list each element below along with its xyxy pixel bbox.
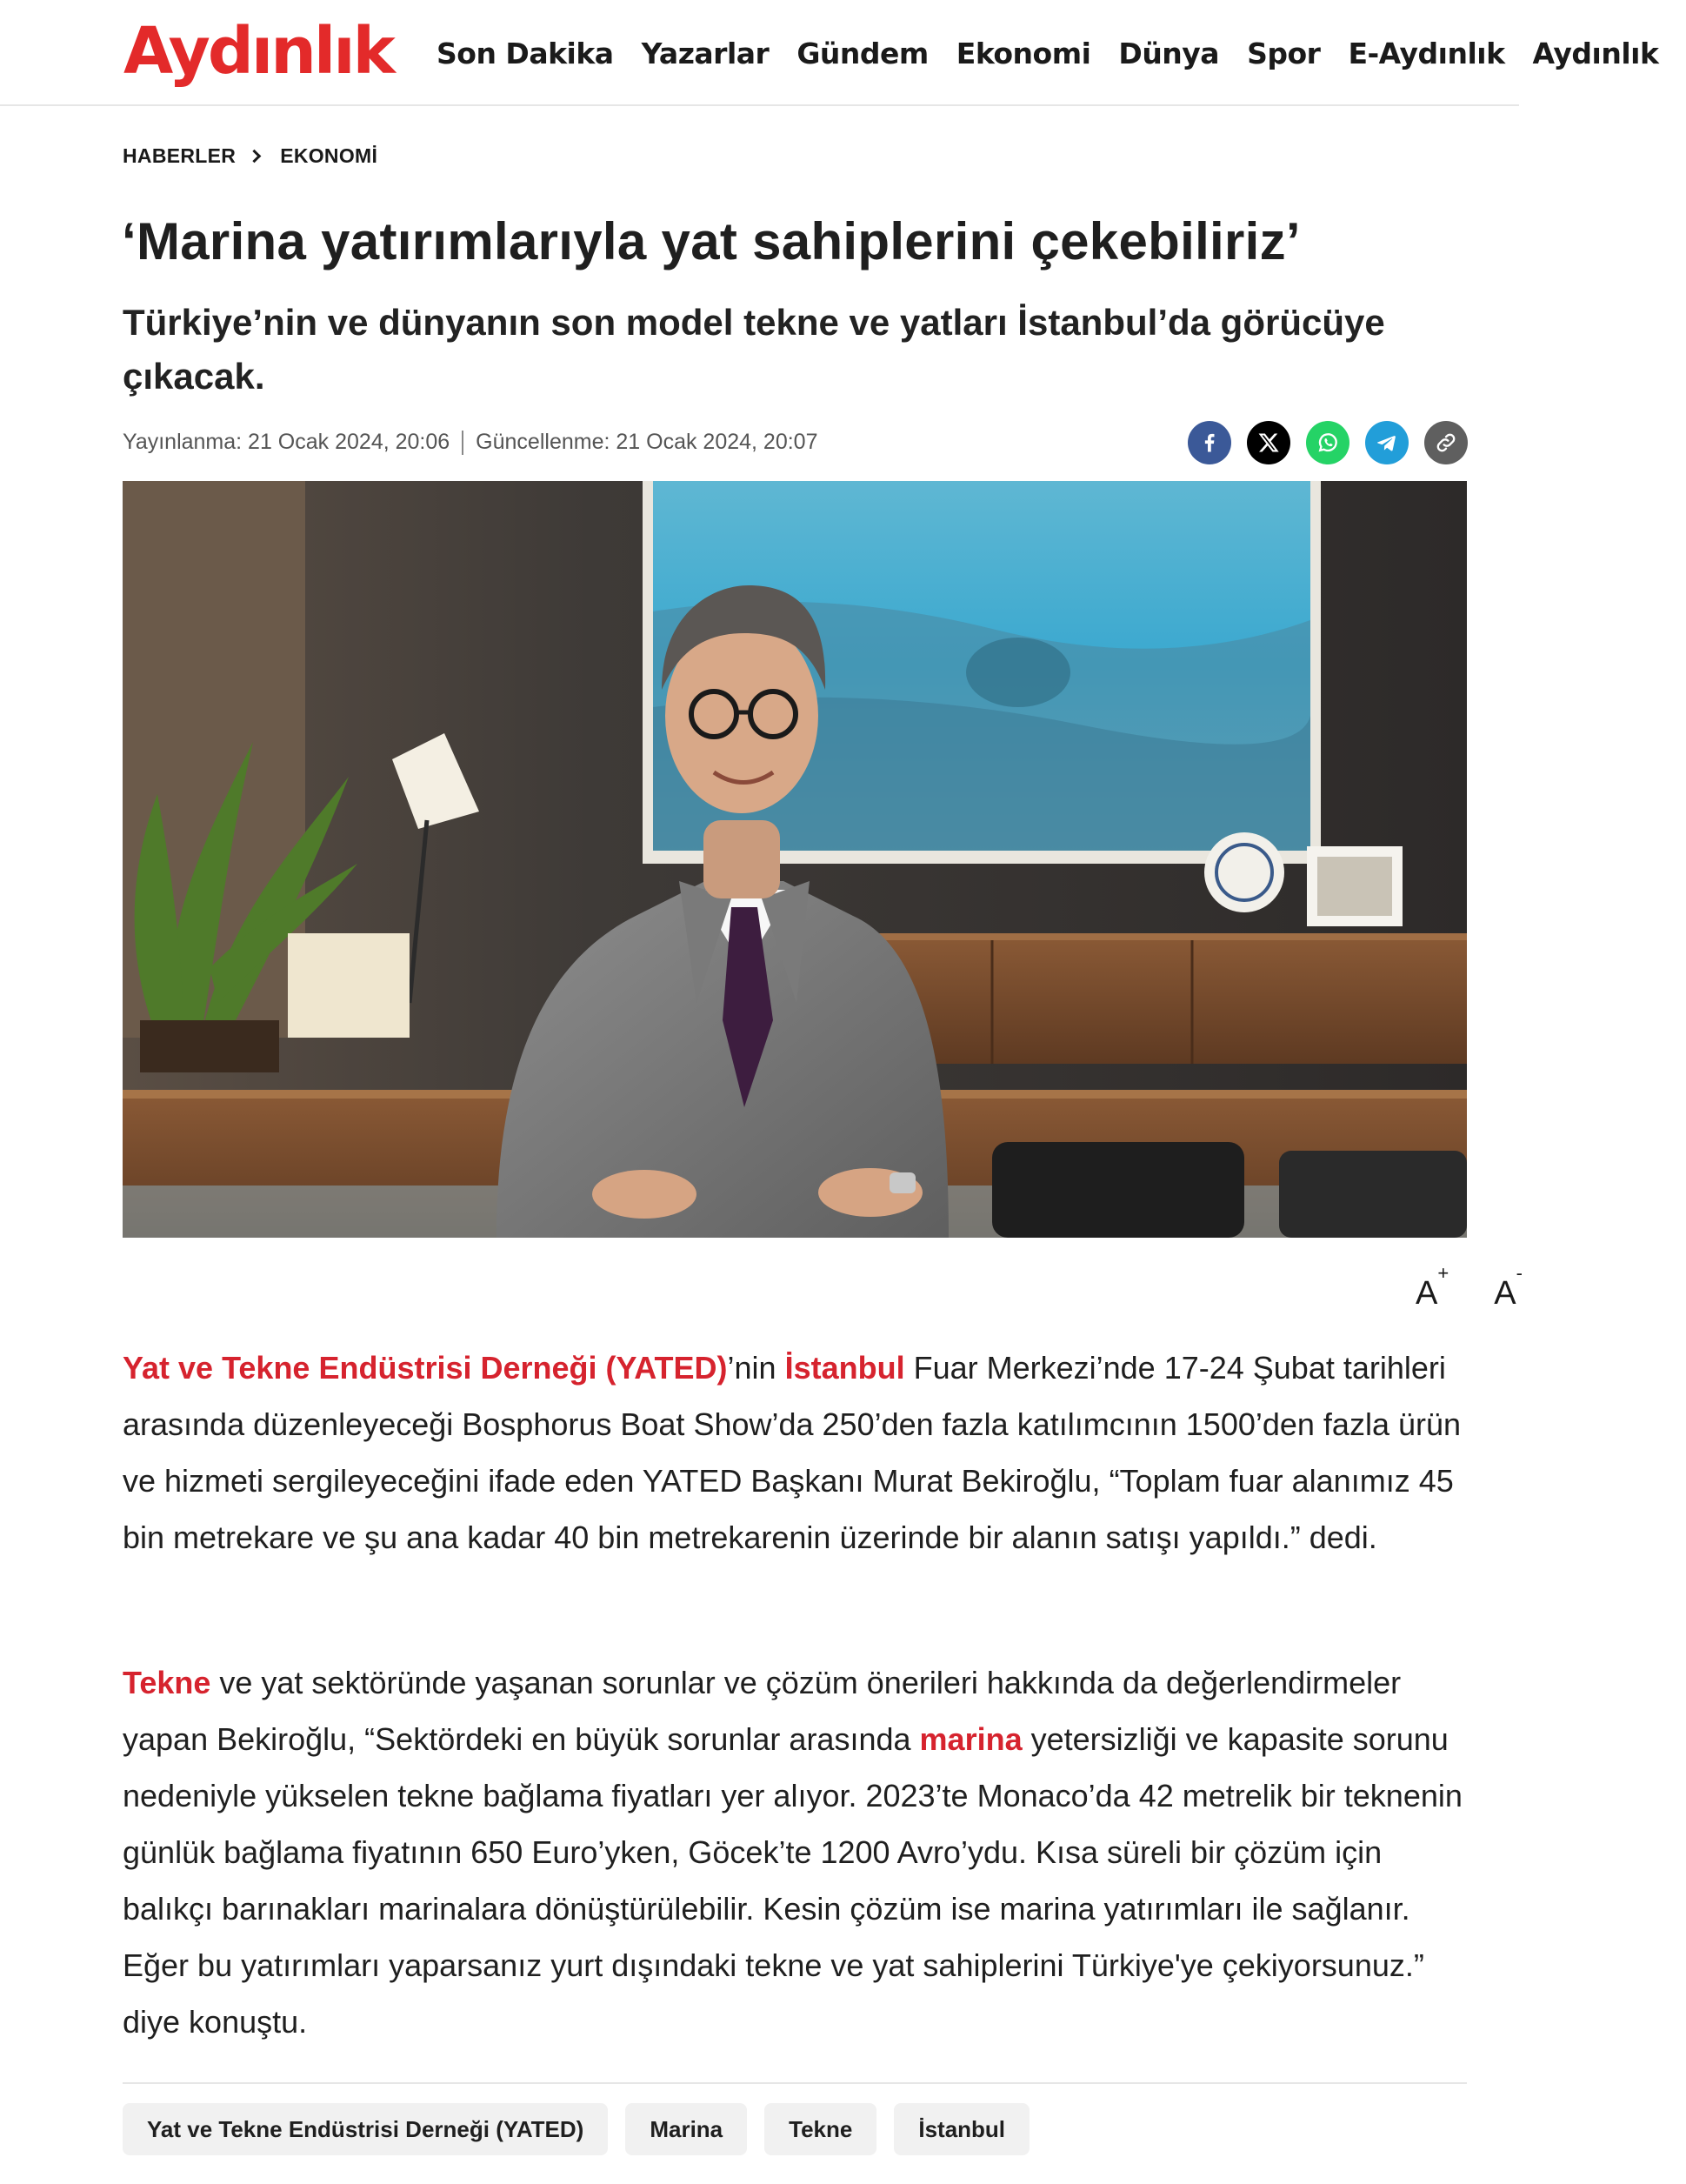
nav-e-aydinlik[interactable]: E-Aydınlık: [1348, 37, 1505, 70]
nav-son-dakika[interactable]: Son Dakika: [436, 37, 614, 70]
facebook-icon: [1197, 431, 1222, 455]
share-x-button[interactable]: [1247, 421, 1290, 464]
paragraph-text: Fuar Merkezi’nde 17-24 Şubat tarihleri arasında düzenleyeceği Bosphorus Boat Show’da 250’den fazla katılımcının 1500’den fazla ürün ve hizmeti sergileyeceğini ifade eden YATED Başkanı Murat Bekiroğlu, “Toplam fuar alanımız 45 bin metrekare ve şu ana kadar 40 bin metrekarenin üzerinde bir alanın satışı yapıldı.” dedi.: [123, 1350, 1462, 1555]
article-hero-image: [123, 481, 1467, 1238]
article-paragraph: [123, 1654, 1479, 2050]
share-bar: [1188, 421, 1483, 464]
breadcrumb-haberler[interactable]: HABERLER: [123, 144, 237, 167]
whatsapp-icon: [1316, 431, 1340, 455]
telegram-icon: [1375, 431, 1399, 455]
article-paragraph: [123, 1339, 1479, 1566]
tags-divider: [123, 2082, 1467, 2084]
paragraph-text: ’nin: [727, 1350, 785, 1386]
keyword-link-yated[interactable]: Yat ve Tekne Endüstrisi Derneği (YATED): [123, 1350, 728, 1386]
copy-link-button[interactable]: [1424, 421, 1468, 464]
x-icon: [1256, 431, 1281, 455]
font-increase-label: A: [1416, 1274, 1438, 1312]
nav-spor[interactable]: Spor: [1247, 37, 1321, 70]
meta-divider: [462, 431, 463, 455]
share-telegram-button[interactable]: [1365, 421, 1409, 464]
published-date: Yayınlanma: 21 Ocak 2024, 20:06: [123, 430, 450, 454]
chevron-right-icon: [248, 150, 262, 164]
hero-photo-illustration: [123, 481, 1467, 1238]
keyword-link-tekne[interactable]: Tekne: [123, 1665, 211, 1700]
article-tags: [123, 2103, 1047, 2155]
paragraph-text: yetersizliği ve kapasite sorunu nedeniyle yükselen tekne bağlama fiyatları yer alıyor. 2023’te Monaco’da 42 metrelik bir teknenin günlük bağlama fiyatının 650 Euro’yken, Göcek’te 1200 Avro’ydu. Kısa süreli bir çözüm için balıkçı barınakları marinalara dönüştürülebilir. Kesin çözüm ise marina yatırımları ile sağlanır. Eğer bu yatırımları yaparsanız yurt dışındaki tekne ve yat sahiplerini Türkiye'ye çekiyorsunuz.” diye konuştu.: [123, 1721, 1463, 2040]
keyword-link-marina[interactable]: marina: [919, 1721, 1023, 1757]
nav-gundem[interactable]: Gündem: [796, 37, 929, 70]
font-increase-button[interactable]: [1393, 1262, 1449, 1312]
tag-istanbul[interactable]: İstanbul: [894, 2103, 1030, 2155]
keyword-link-istanbul[interactable]: İstanbul: [784, 1350, 905, 1386]
link-icon: [1434, 431, 1458, 455]
breadcrumb-ekonomi[interactable]: EKONOMİ: [280, 144, 378, 167]
article-subtitle: Türkiye’nin ve dünyanın son model tekne ve yatları İstanbul’da görücüye çıkacak.: [123, 302, 1385, 397]
main-nav: [436, 33, 1686, 75]
article-dates: [123, 430, 817, 455]
updated-date: Güncellenme: 21 Ocak 2024, 20:07: [476, 430, 818, 454]
font-decrease-button[interactable]: [1471, 1262, 1523, 1312]
nav-dunya[interactable]: Dünya: [1118, 37, 1220, 70]
article-title: ‘Marina yatırımlarıyla yat sahiplerini çekebiliriz’: [122, 212, 1301, 270]
site-logo[interactable]: Aydınlık: [123, 14, 393, 89]
nav-ekonomi[interactable]: Ekonomi: [956, 37, 1091, 70]
share-facebook-button[interactable]: [1188, 421, 1231, 464]
nav-aydinlik[interactable]: Aydınlık: [1532, 37, 1659, 70]
breadcrumb: [123, 144, 377, 168]
site-header: [0, 0, 1659, 106]
tag-tekne[interactable]: Tekne: [764, 2103, 876, 2155]
paragraph-text: ve yat sektöründe yaşanan sorunlar ve çözüm önerileri hakkında da değerlendirmeler yapan Bekiroğlu, “Sektördeki en büyük sorunlar arasında: [123, 1665, 1402, 1757]
font-size-controls: [1370, 1262, 1523, 1312]
minus-icon: -: [1516, 1262, 1523, 1284]
plus-icon: +: [1437, 1262, 1449, 1284]
share-whatsapp-button[interactable]: [1306, 421, 1349, 464]
font-decrease-label: A: [1494, 1274, 1516, 1312]
tag-yated[interactable]: Yat ve Tekne Endüstrisi Derneği (YATED): [123, 2103, 608, 2155]
nav-yazarlar[interactable]: Yazarlar: [641, 37, 770, 70]
tag-marina[interactable]: Marina: [625, 2103, 747, 2155]
